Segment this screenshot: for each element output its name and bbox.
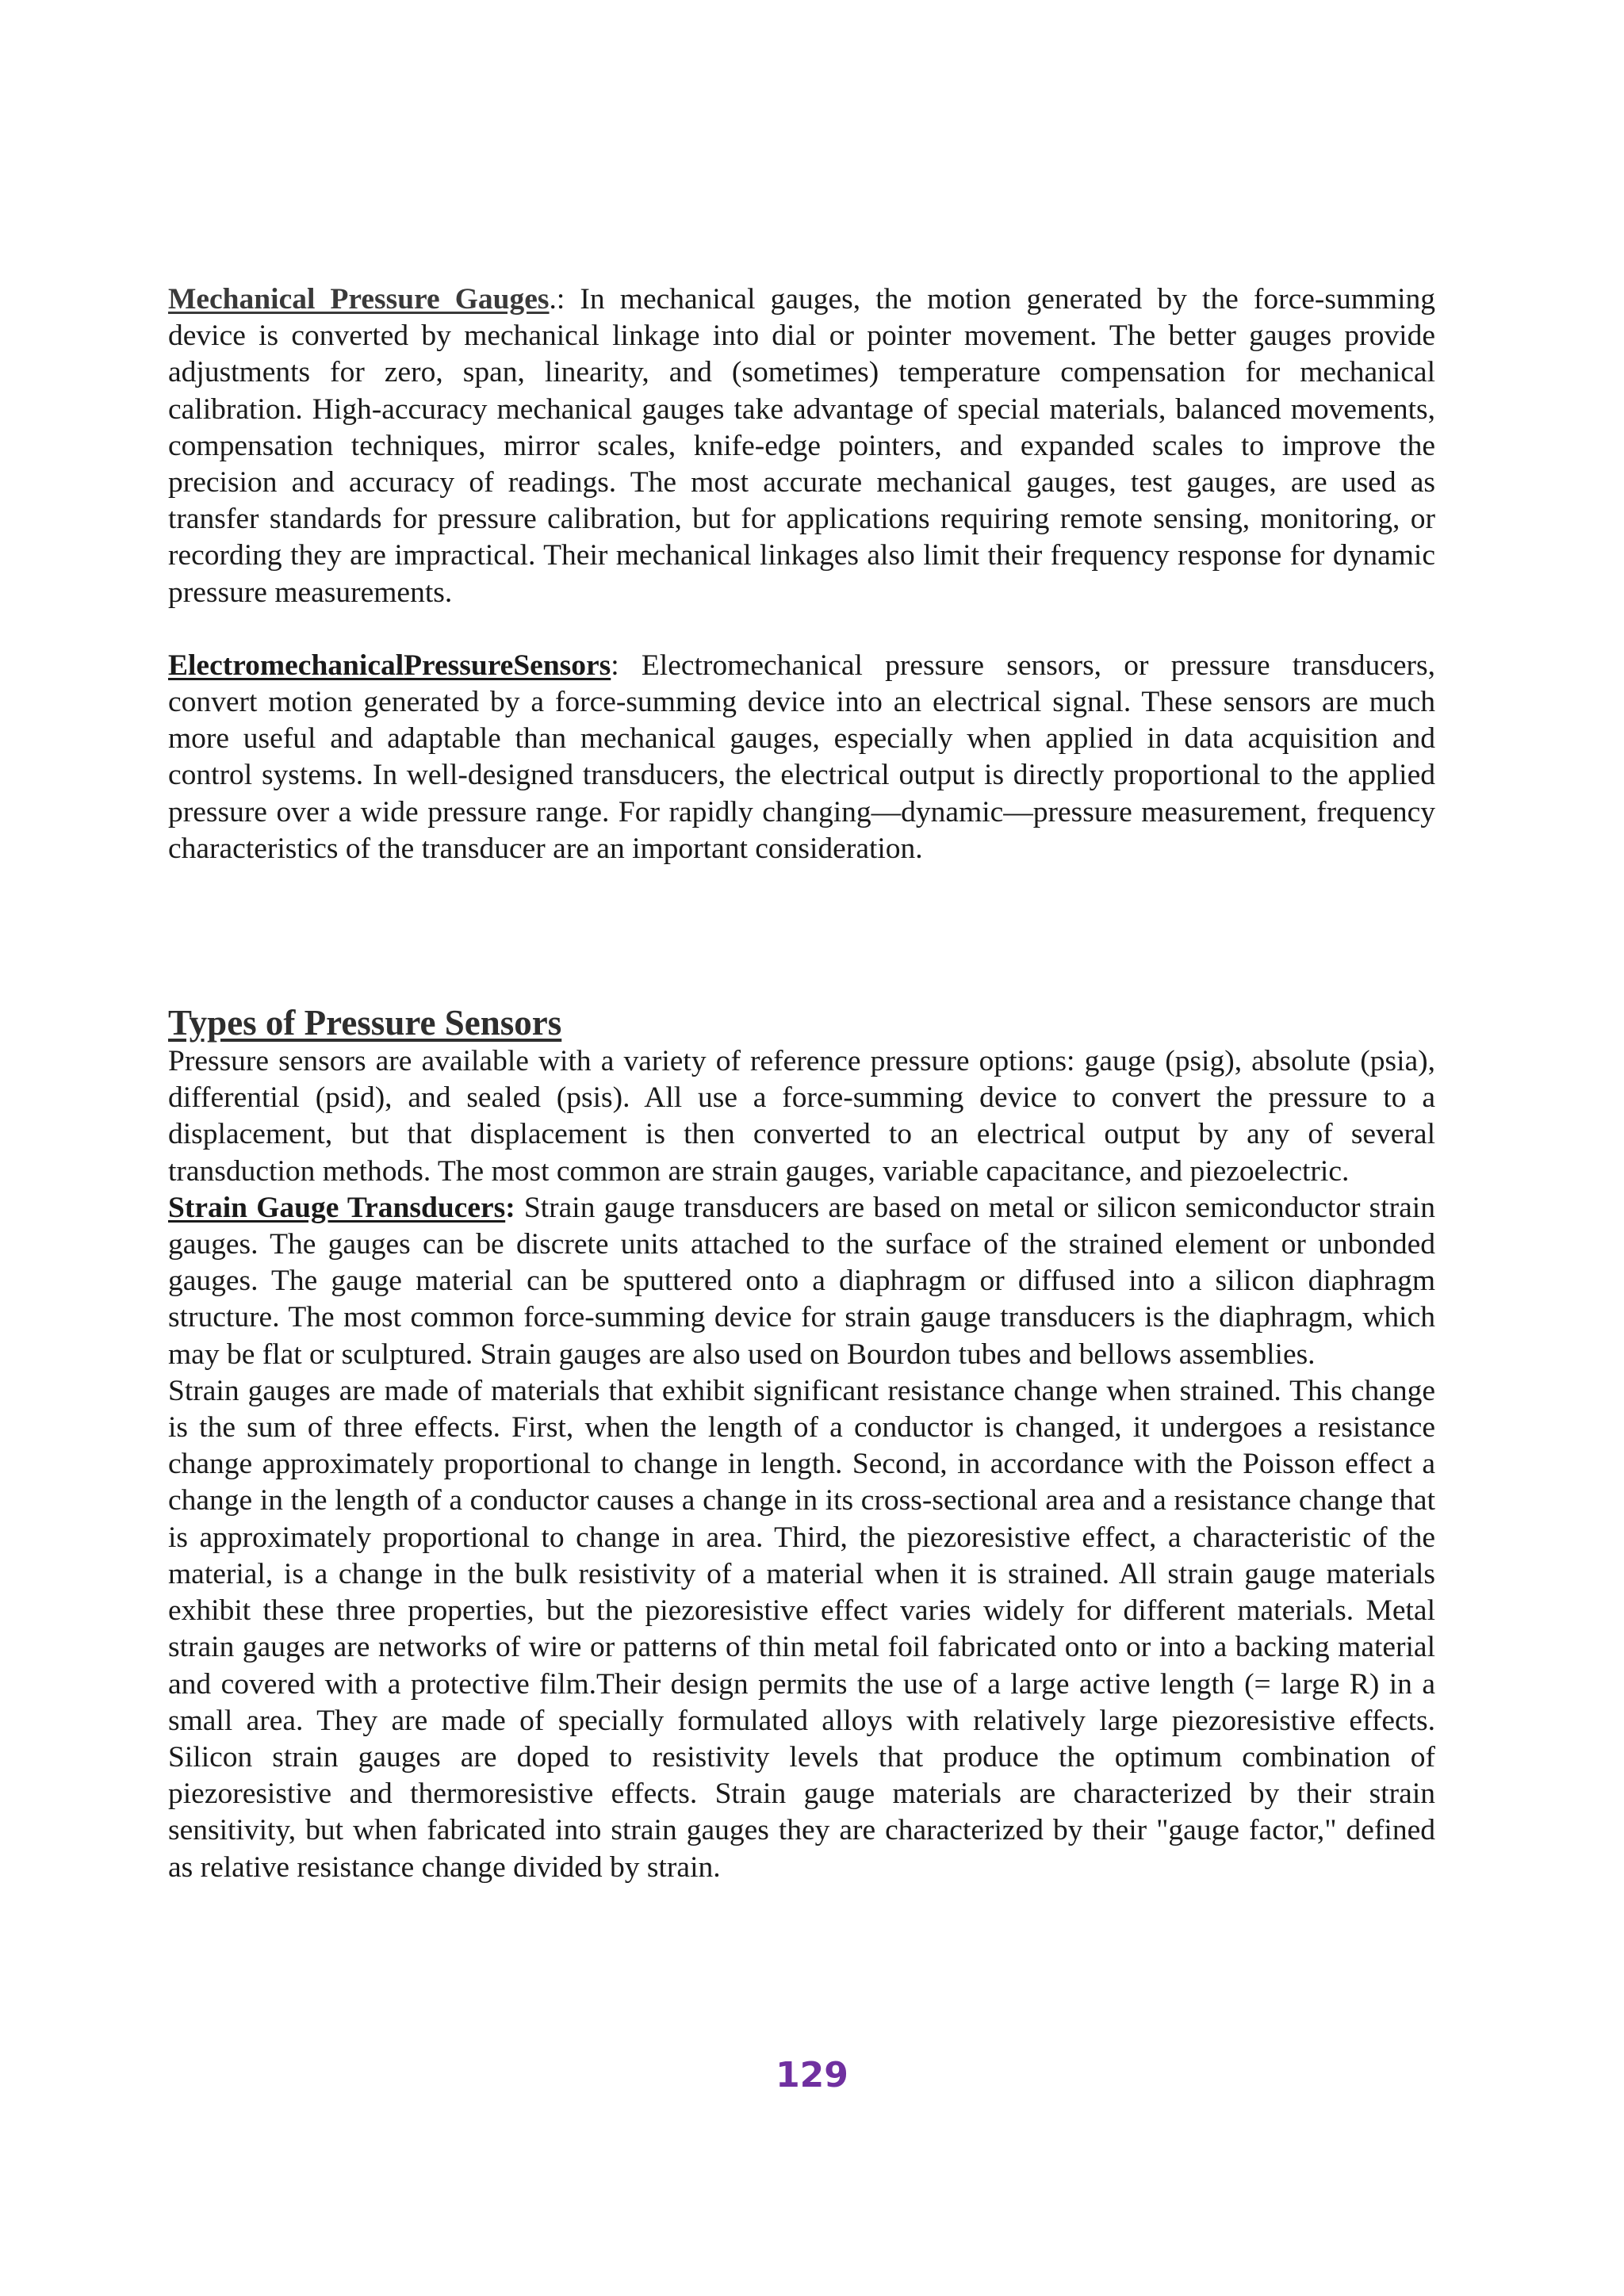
paragraph-spacer: [168, 611, 1435, 648]
mechanical-gauges-heading: Mechanical Pressure Gauges: [168, 283, 550, 316]
mechanical-gauges-text: In mechanical gauges, the motion generated by the force-summing device is converted by mechanical linkage into dial or pointer movement. The better gauges provide adjustments for zero, span, linearity, and (sometimes) temperature compensation for mechanical calibration. High-accuracy mechanical gauges take advantage of special materials, balanced movements, compensation techniques, mirror scales, knife-edge pointers, and expanded scales to improve the precision and accuracy of readings. The most accurate mechanical gauges, test gauges, are used as transfer standards for pressure calibration, but for applications requiring remote sensing, monitoring, or recording they are impractical. Their mechanical linkages also limit their frequency response for dynamic pressure measurements.: [168, 283, 1435, 609]
types-intro-paragraph: Pressure sensors are available with a variety of reference pressure options: gauge (psig), absolute (psia), differential (psid), and sealed (psis). All use a force-summing device to convert the pressure to a displacement, but that displacement is then converted to an electrical output by any of several transduction methods. The most common are strain gauges, variable capacitance, and piezoelectric.: [168, 1045, 1435, 1188]
mechanical-gauges-heading-suffix: .:: [549, 283, 565, 316]
page-number: 129: [776, 2055, 848, 2095]
strain-gauge-heading: Strain Gauge Transducers: [168, 1191, 506, 1224]
mechanical-gauges-paragraph: [168, 281, 1435, 611]
strain-gauge-heading-suffix: :: [505, 1191, 515, 1224]
section-spacer: [168, 867, 1435, 1002]
electromechanical-sensors-text: Electromechanical pressure sensors, or pressure transducers, convert motion generated by a force-summing device into an electrical signal. These sensors are much more useful and adaptable than mechanical gauges, especially when applied in data acquisition and control systems. In well-designed transducers, the electrical output is directly proportional to the applied pressure over a wide pressure range. For rapidly changing—dynamic—pressure measurement, frequency characteristics of the transducer are an important consideration.: [168, 649, 1435, 865]
document-body: [168, 281, 1435, 1886]
strain-gauge-text: Strain gauge transducers are based on metal or silicon semiconductor strain gauges. The gauges can be discrete units attached to the surface of the strained element or unbonded gauges. The gauge material can be sputtered onto a diaphragm or diffused into a silicon diaphragm structure. The most common force-summing device for strain gauge transducers is the diaphragm, which may be flat or sculptured. Strain gauges are also used on Bourdon tubes and bellows assemblies.: [168, 1191, 1435, 1371]
types-of-pressure-sensors-heading: Types of Pressure Sensors: [168, 1003, 562, 1043]
strain-gauge-paragraph: [168, 1190, 1435, 1373]
electromechanical-sensors-heading: ElectromechanicalPressureSensors: [168, 649, 611, 682]
electromechanical-sensors-heading-suffix: :: [611, 649, 619, 682]
strain-gauge-materials-paragraph: Strain gauges are made of materials that exhibit significant resistance change when strained. This change is the sum of three effects. First, when the length of a conductor is changed, it undergoes a resistance change approximately proportional to change in length. Second, in accordance with the Poisson effect a change in the length of a conductor causes a change in its cross-sectional area and a resistance change that is approximately proportional to change in area. Third, the piezoresistive effect, a characteristic of the material, is a change in the bulk resistivity of a material when it is strained. All strain gauge materials exhibit these three properties, but the piezoresistive effect varies widely for different materials. Metal strain gauges are networks of wire or patterns of thin metal foil fabricated onto or into a backing material and covered with a protective film.Their design permits the use of a large active length (= large R) in a small area. They are made of specially formulated alloys with relatively large piezoresistive effects. Silicon strain gauges are doped to resistivity levels that produce the optimum combination of piezoresistive and thermoresistive effects. Strain gauge materials are characterized by their strain sensitivity, but when fabricated into strain gauges they are characterized by their "gauge factor," defined as relative resistance change divided by strain.: [168, 1374, 1435, 1884]
electromechanical-sensors-paragraph: [168, 648, 1435, 867]
